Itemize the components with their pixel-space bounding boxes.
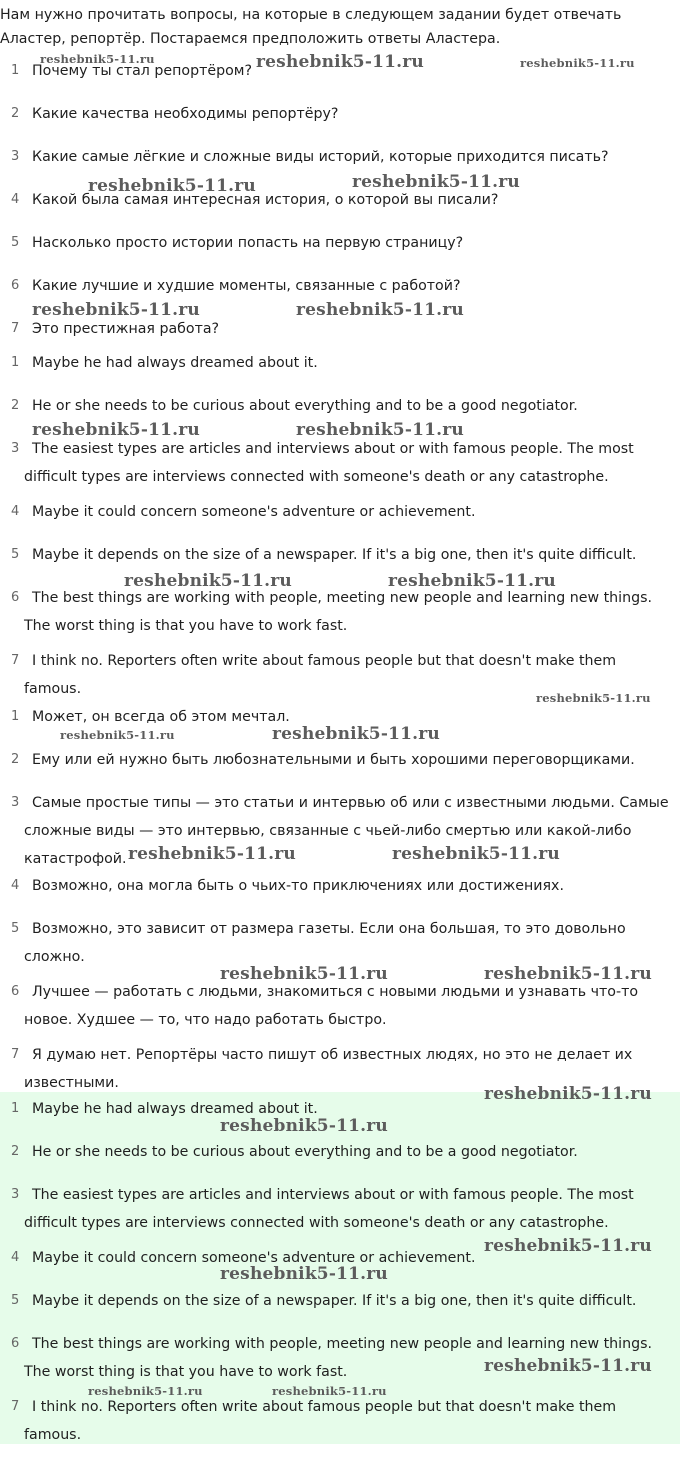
list-item xyxy=(0,315,676,343)
list-item xyxy=(0,1330,676,1386)
list-item xyxy=(0,272,676,300)
watermark: reshebnik5-11.ru xyxy=(220,1264,388,1284)
item-number: 1 xyxy=(11,1101,20,1116)
item-text: I think no. Reporters often write about famous people but that doesn't make them famous. xyxy=(24,1399,617,1443)
item-number: 5 xyxy=(11,1293,20,1308)
intro-paragraph: Нам нужно прочитать вопросы, на которые в следующем задании будет отвечать Аластер, репортёр. Постараемся предположить ответы Аластера. xyxy=(0,7,622,47)
item-number: 7 xyxy=(11,653,20,668)
watermark: reshebnik5-11.ru xyxy=(88,1384,203,1398)
list-item xyxy=(0,1244,676,1272)
item-number: 7 xyxy=(11,1399,20,1414)
watermark: reshebnik5-11.ru xyxy=(220,1116,388,1136)
item-number: 2 xyxy=(11,752,20,767)
item-text: Какой была самая интересная история, о которой вы писали? xyxy=(32,192,499,208)
item-number: 4 xyxy=(11,878,20,893)
list-item xyxy=(0,57,676,85)
list-item xyxy=(0,392,676,420)
list-item xyxy=(0,703,676,731)
watermark: reshebnik5-11.ru xyxy=(40,52,155,66)
item-text: Это престижная работа? xyxy=(32,321,220,337)
list-item xyxy=(0,584,676,640)
list-item xyxy=(0,789,676,873)
list-item xyxy=(0,647,676,703)
list-item xyxy=(0,1393,676,1449)
list-item xyxy=(0,143,676,171)
item-number: 3 xyxy=(11,795,20,810)
watermark: reshebnik5-11.ru xyxy=(520,56,635,70)
item-text: Самые простые типы — это статьи и интервью об или с известными людьми. Самые сложные виды — это интервью, связанные с чьей-либо смертью или какой-либо катастрофой. xyxy=(24,795,669,867)
watermark: reshebnik5-11.ru xyxy=(484,964,652,984)
item-text: Ему или ей нужно быть любознательными и быть хорошими переговорщиками. xyxy=(32,752,635,768)
item-number: 4 xyxy=(11,1250,20,1265)
item-number: 4 xyxy=(11,192,20,207)
watermark: reshebnik5-11.ru xyxy=(352,172,520,192)
item-number: 2 xyxy=(11,1144,20,1159)
item-text: Maybe it depends on the size of a newspaper. If it's a big one, then it's quite difficult. xyxy=(32,1293,637,1309)
watermark: reshebnik5-11.ru xyxy=(32,420,200,440)
item-number: 2 xyxy=(11,398,20,413)
item-number: 1 xyxy=(11,355,20,370)
item-text: Может, он всегда об этом мечтал. xyxy=(32,709,290,725)
list-item xyxy=(0,915,676,971)
item-text: The easiest types are articles and interviews about or with famous people. The most difficult types are interviews connected with someone's death or any catastrophe. xyxy=(24,441,634,485)
list-item xyxy=(0,1041,676,1097)
watermark: reshebnik5-11.ru xyxy=(392,844,560,864)
item-text: Насколько просто истории попасть на первую страницу? xyxy=(32,235,464,251)
item-number: 5 xyxy=(11,547,20,562)
item-number: 7 xyxy=(11,1047,20,1062)
item-text: Я думаю нет. Репортёры часто пишут об известных людях, но это не делает их известными. xyxy=(24,1047,633,1091)
item-number: 4 xyxy=(11,504,20,519)
item-text: Maybe he had always dreamed about it. xyxy=(32,1101,318,1117)
list-item xyxy=(0,1095,676,1123)
watermark: reshebnik5-11.ru xyxy=(256,52,424,72)
list-item xyxy=(0,1181,676,1237)
item-text: The best things are working with people, meeting new people and learning new things. The worst thing is that you have to work fast. xyxy=(24,1336,652,1380)
watermark: reshebnik5-11.ru xyxy=(124,571,292,591)
item-number: 3 xyxy=(11,441,20,456)
list-item xyxy=(0,1138,676,1166)
list-item xyxy=(0,229,676,257)
item-text: Maybe it depends on the size of a newspaper. If it's a big one, then it's quite difficult. xyxy=(32,547,637,563)
item-text: The easiest types are articles and interviews about or with famous people. The most difficult types are interviews connected with someone's death or any catastrophe. xyxy=(24,1187,634,1231)
watermark: reshebnik5-11.ru xyxy=(220,964,388,984)
item-text: He or she needs to be curious about everything and to be a good negotiator. xyxy=(32,1144,578,1160)
watermark: reshebnik5-11.ru xyxy=(272,724,440,744)
item-number: 6 xyxy=(11,590,20,605)
list-item xyxy=(0,978,676,1034)
item-number: 1 xyxy=(11,709,20,724)
list-item xyxy=(0,541,676,569)
item-text: Maybe it could concern someone's adventure or achievement. xyxy=(32,1250,476,1266)
watermark: reshebnik5-11.ru xyxy=(388,571,556,591)
item-text: Maybe it could concern someone's adventure or achievement. xyxy=(32,504,476,520)
item-text: The best things are working with people, meeting new people and learning new things. The worst thing is that you have to work fast. xyxy=(24,590,652,634)
item-text: Maybe he had always dreamed about it. xyxy=(32,355,318,371)
item-number: 5 xyxy=(11,235,20,250)
watermark: reshebnik5-11.ru xyxy=(128,844,296,864)
watermark: reshebnik5-11.ru xyxy=(484,1084,652,1104)
item-number: 3 xyxy=(11,149,20,164)
item-text: Лучшее — работать с людьми, знакомиться с новыми людьми и узнавать что-то новое. Худшее — то, что надо работать быстро. xyxy=(24,984,639,1028)
item-text: Возможно, она могла быть о чьих-то приключениях или достижениях. xyxy=(32,878,564,894)
list-item xyxy=(0,186,676,214)
list-item xyxy=(0,746,676,774)
item-number: 2 xyxy=(11,106,20,121)
list-item xyxy=(0,1287,676,1315)
list-item xyxy=(0,100,676,128)
item-text: He or she needs to be curious about everything and to be a good negotiator. xyxy=(32,398,578,414)
item-number: 6 xyxy=(11,984,20,999)
list-item xyxy=(0,349,676,377)
watermark: reshebnik5-11.ru xyxy=(484,1236,652,1256)
watermark: reshebnik5-11.ru xyxy=(296,300,464,320)
item-number: 7 xyxy=(11,321,20,336)
item-text: Почему ты стал репортёром? xyxy=(32,63,252,79)
item-text: Какие самые лёгкие и сложные виды историй, которые приходится писать? xyxy=(32,149,609,165)
watermark: reshebnik5-11.ru xyxy=(272,1384,387,1398)
watermark: reshebnik5-11.ru xyxy=(536,691,651,705)
watermark: reshebnik5-11.ru xyxy=(32,300,200,320)
watermark: reshebnik5-11.ru xyxy=(484,1356,652,1376)
watermark: reshebnik5-11.ru xyxy=(60,728,175,742)
list-item xyxy=(0,435,676,491)
item-text: I think no. Reporters often write about famous people but that doesn't make them famous. xyxy=(24,653,617,697)
list-item xyxy=(0,872,676,900)
item-number: 6 xyxy=(11,1336,20,1351)
item-number: 5 xyxy=(11,921,20,936)
watermark: reshebnik5-11.ru xyxy=(296,420,464,440)
item-text: Какие качества необходимы репортёру? xyxy=(32,106,339,122)
item-text: Какие лучшие и худшие моменты, связанные с работой? xyxy=(32,278,461,294)
item-number: 6 xyxy=(11,278,20,293)
item-text: Возможно, это зависит от размера газеты. Если она большая, то это довольно сложно. xyxy=(24,921,626,965)
list-item xyxy=(0,498,676,526)
watermark: reshebnik5-11.ru xyxy=(88,176,256,196)
item-number: 1 xyxy=(11,63,20,78)
item-number: 3 xyxy=(11,1187,20,1202)
